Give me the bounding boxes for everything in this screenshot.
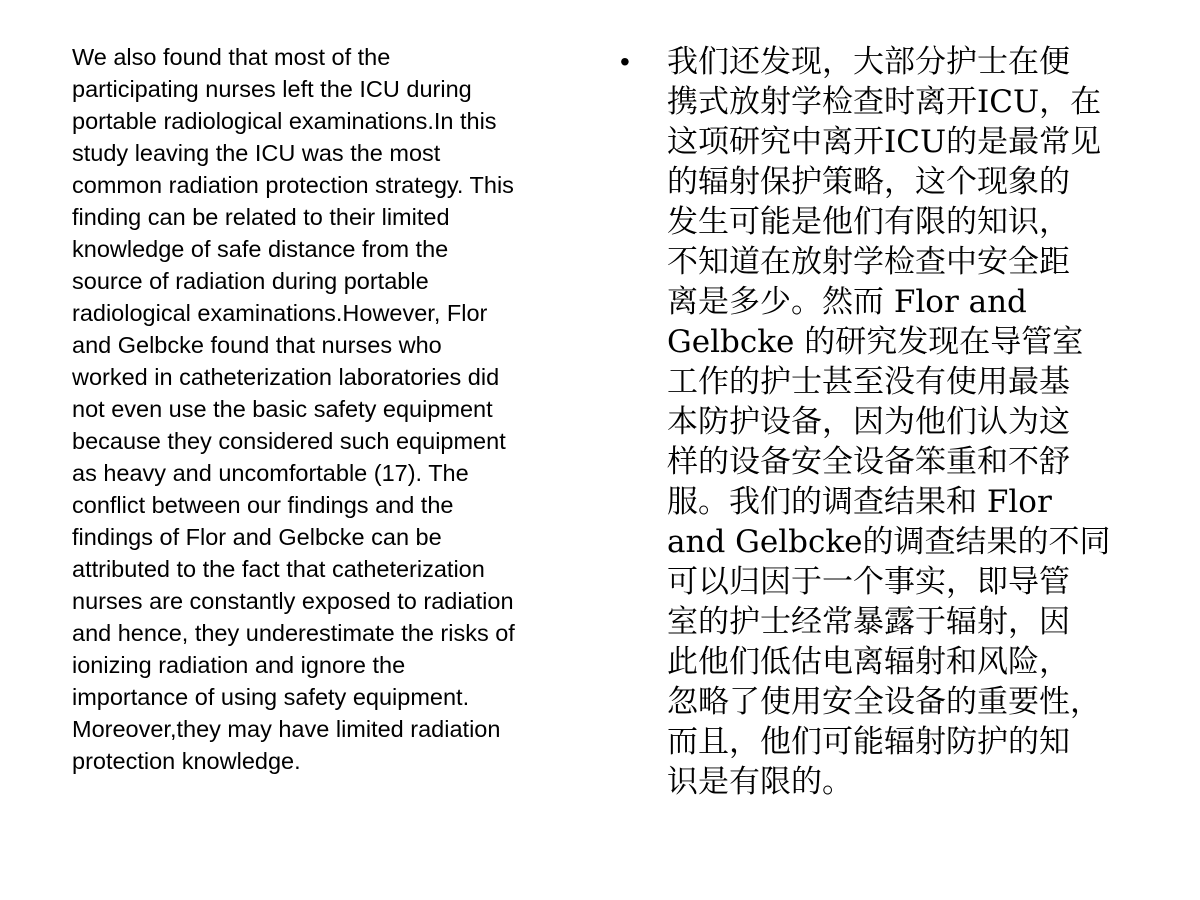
chinese-line: and Gelbcke的调查结果的不同 [667, 524, 1111, 560]
english-line: finding can be related to their limited [72, 204, 450, 230]
english-line: importance of using safety equipment. [72, 684, 470, 710]
english-line: participating nurses left the ICU during [72, 76, 472, 102]
english-line: attributed to the fact that catheterization [72, 556, 485, 582]
english-line: common radiation protection strategy. This [72, 172, 514, 198]
chinese-line: 样的设备安全设备笨重和不舒 [667, 444, 1070, 480]
english-line: worked in catheterization laboratories did [72, 364, 500, 390]
chinese-line: 我们还发现，大部分护士在便 [667, 44, 1070, 80]
chinese-line: 携式放射学检查时离开ICU，在 [667, 84, 1102, 120]
english-line: radiological examinations.However, Flor [72, 300, 488, 326]
chinese-line: 工作的护士甚至没有使用最基 [667, 364, 1070, 400]
english-line: not even use the basic safety equipment [72, 396, 493, 422]
english-line: We also found that most of the [72, 44, 391, 70]
chinese-line: 而且，他们可能辐射防护的知 [667, 724, 1070, 760]
english-line: study leaving the ICU was the most [72, 140, 441, 166]
chinese-line: 服。我们的调查结果和 Flor [667, 484, 1052, 520]
chinese-line: 发生可能是他们有限的知识， [667, 204, 1070, 240]
chinese-line: 此他们低估电离辐射和风险， [667, 644, 1070, 680]
english-line: knowledge of safe distance from the [72, 236, 449, 262]
chinese-line: 不知道在放射学检查中安全距 [667, 244, 1070, 280]
english-line: conflict between our findings and the [72, 492, 454, 518]
chinese-line: 离是多少。然而 Flor and [667, 284, 1027, 320]
chinese-line: 这项研究中离开ICU的是最常见 [667, 124, 1102, 160]
english-line: portable radiological examinations.In this [72, 108, 497, 134]
english-line: findings of Flor and Gelbcke can be [72, 524, 442, 550]
chinese-paragraph [667, 42, 1172, 802]
english-line: source of radiation during portable [72, 268, 429, 294]
bullet-marker: • [620, 46, 630, 77]
chinese-line: 的辐射保护策略，这个现象的 [667, 164, 1070, 200]
english-line: because they considered such equipment [72, 428, 506, 454]
english-paragraph [72, 41, 592, 777]
chinese-line: Gelbcke 的研究发现在导管室 [667, 324, 1084, 360]
chinese-line: 可以归因于一个事实，即导管 [667, 564, 1070, 600]
chinese-line: 本防护设备，因为他们认为这 [667, 404, 1070, 440]
english-line: as heavy and uncomfortable (17). The [72, 460, 469, 486]
english-line: ionizing radiation and ignore the [72, 652, 406, 678]
english-line: and hence, they underestimate the risks of [72, 620, 515, 646]
chinese-line: 识是有限的。 [667, 764, 853, 800]
english-line: and Gelbcke found that nurses who [72, 332, 442, 358]
chinese-line: 室的护士经常暴露于辐射，因 [667, 604, 1070, 640]
english-line: nurses are constantly exposed to radiation [72, 588, 514, 614]
chinese-line: 忽略了使用安全设备的重要性， [667, 684, 1101, 720]
english-line: protection knowledge. [72, 748, 301, 774]
english-line: Moreover,they may have limited radiation [72, 716, 501, 742]
